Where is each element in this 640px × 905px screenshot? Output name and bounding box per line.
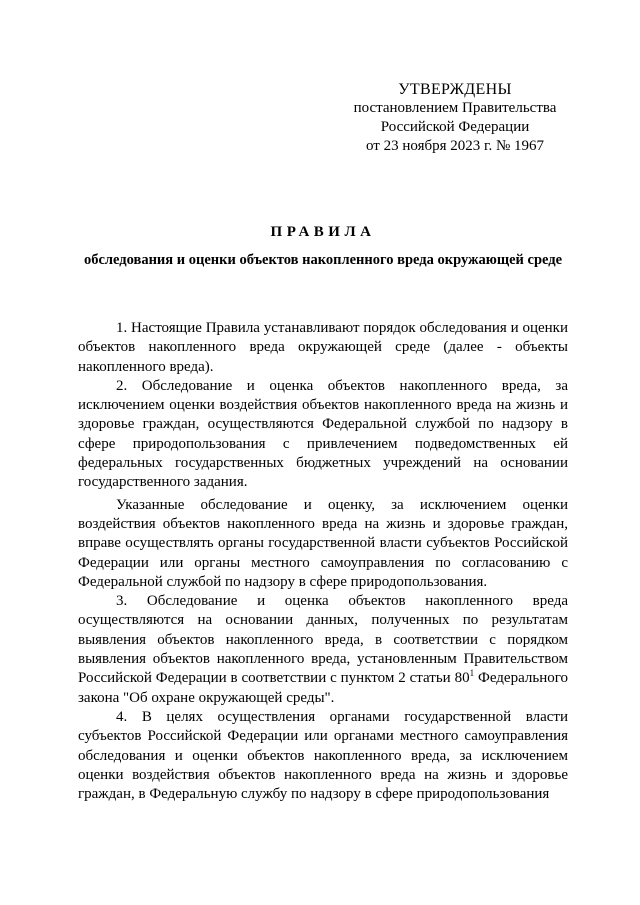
paragraph-5: 4. В целях осуществления органами государственной власти субъектов Российской Федерации или органами местного самоуправления обследования и оценки объектов накопленного вреда, за исключением оценки воздействия объектов накопленного вреда на жизнь и здоровье граждан, в Федеральную службу по надзору в сфере природопользования: [78, 708, 568, 803]
title-block: [78, 224, 568, 270]
article-superscript: 1: [469, 668, 475, 679]
approval-line-1: постановлением Правительства: [353, 100, 557, 116]
document-subtitle: обследования и оценки объектов накопленного вреда окружающей среде: [83, 252, 563, 268]
paragraph-2: 2. Обследование и оценка объектов накопленного вреда, за исключением оценки воздействия объектов накопленного вреда на жизнь и здоровье граждан, осуществляются Федеральной службой по надзору в сфере природопользования с привлечением подведомственных ей федеральных государственных бюджетных учреждений на основании государственного задания.: [78, 377, 568, 491]
paragraph-3: Указанные обследование и оценку, за исключением оценки воздействия объектов накопленного вреда на жизнь и здоровье граждан, вправе осуществлять органы государственной власти субъектов Российской Федерации или органы местного самоуправления по согласованию с Федеральной службой по надзору в сфере природопользования.: [78, 496, 568, 590]
document-title: ПРАВИЛА: [270, 224, 376, 240]
document-body: [78, 319, 568, 804]
approval-line-2: Российской Федерации: [380, 119, 530, 135]
paragraph-4-tail: Федерального закона "Об охране окружающей среды".: [78, 670, 568, 706]
approval-stamp: [340, 80, 570, 156]
paragraph-4: [78, 592, 568, 708]
paragraph-4-text: 3. Обследование и оценка объектов накопленного вреда осуществляются на основании данных, полученных по результатам выявления объектов накопленного вреда, в соответствии с порядком выявления объектов накопленного вреда, установленным Правительством Российской Федерации в соответствии с пунктом 2 статьи 80: [78, 593, 568, 687]
approval-line-3: от 23 ноября 2023 г. № 1967: [365, 138, 545, 154]
paragraph-1: 1. Настоящие Правила устанавливают порядок обследования и оценки объектов накопленного вреда окружающей среде (далее - объекты накопленного вреда).: [78, 320, 568, 375]
approval-heading: УТВЕРЖДЕНЫ: [398, 81, 512, 98]
